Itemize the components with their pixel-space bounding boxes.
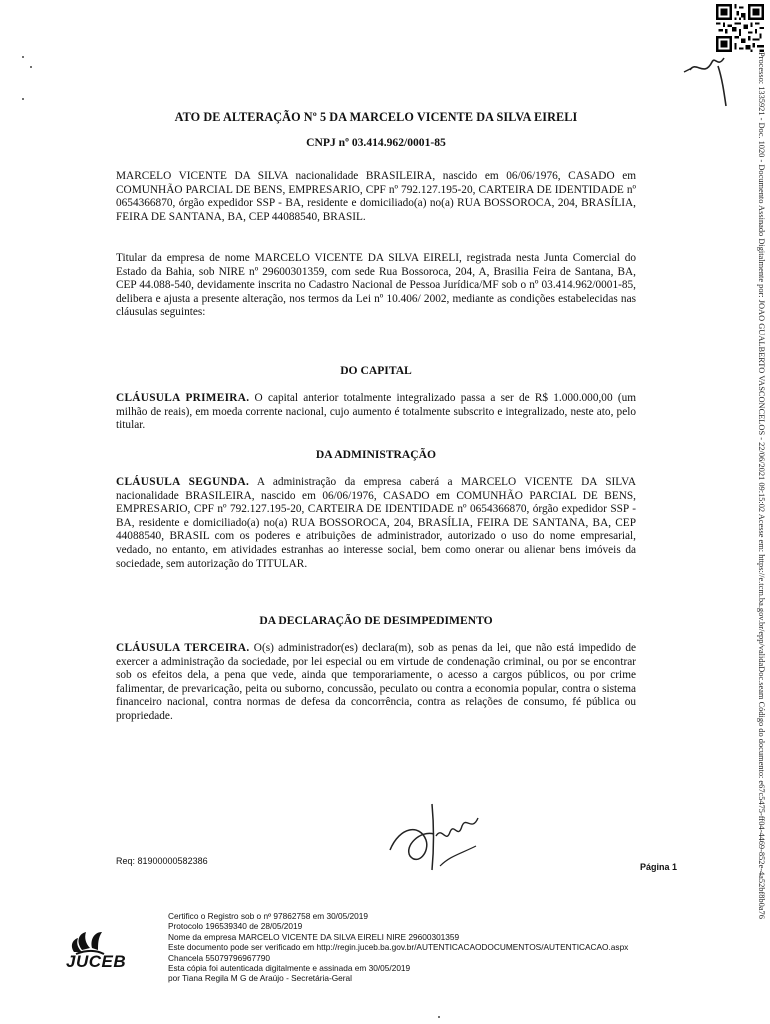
clause-third-text: O(s) administrador(es) declara(m), sob as penas da lei, que não está impedido de exercer a administração da sociedade, por lei especial ou em virtude de condenação criminal, ou por se encontrar sob os efeitos dela, a pena que vede, ainda que temporariamente, o acesso a cargos públicos, ou por crime falimentar, de prevaricação, peita ou suborno, concussão, peculato ou contra a economia popular, contra o sistema financeiro nacional, contra normas de defesa da concorrência, contra as relações de consumo, fé pública ou propriedade. — [116, 642, 637, 722]
auth-line: Este documento pode ser verificado em http://regin.juceb.ba.gov.br/AUTENTICACAODOCUMENTOS/AUTENTICACAO.aspx — [168, 942, 629, 953]
section-heading-declaration: DA DECLARAÇÃO DE DESIMPEDIMENTO — [259, 614, 493, 627]
clause-first-text: O capital anterior totalmente integralizado passa a ser de R$ 1.000.000,00 (um milhão de reais), em moeda corrente nacional, cujo aumento é totalmente subscrito e integralizado, neste ato, pelo titular. — [116, 392, 637, 432]
signature-mark — [380, 796, 490, 876]
initials-mark — [682, 48, 734, 108]
juceb-logo-text: JUCEB — [66, 952, 127, 971]
clause-first — [116, 392, 636, 433]
auth-line: Protocolo 196539340 de 28/05/2019 — [168, 921, 303, 932]
clause-second — [116, 476, 636, 571]
document-cnpj: CNPJ nº 03.414.962/0001-85 — [306, 136, 446, 149]
titular-paragraph: Titular da empresa de nome MARCELO VICENTE DA SILVA EIRELI, registrada nesta Junta Comercial do Estado da Bahia, sob NIRE nº 29600301359, com sede Rua Bossoroca, 204, A, Brasilia Feira de Santana, BA, CEP 44.088-540, devidamente inscrita no Cadastro Nacional de Pessoa Jurídica/MF sob o nº 03.414.962/0001-85, delibera e ajusta a presente alteração, nos termos da Lei nº 10.406/ 2002, mediante as condições estabelecidas nas cláusulas seguintes: — [116, 252, 636, 319]
page-number: Página 1 — [640, 862, 678, 872]
auth-line: por Tiana Regila M G de Araújo - Secretária-Geral — [168, 973, 352, 984]
digital-signature-stamp — [752, 52, 768, 919]
document-title: ATO DE ALTERAÇÃO Nº 5 DA MARCELO VICENTE DA SILVA EIRELI — [174, 110, 578, 124]
clause-first-label: CLÁUSULA PRIMEIRA. — [116, 392, 250, 404]
qr-code-icon — [716, 4, 764, 52]
digital-signature-text: Processo: 1335921 - Doc. 1020 - Documento Assinado Digitalmente por: JOAO GUALBERTO VASCONCELOS - 22/06/2021 09:15:02 Acesse em: https://e.tcm.ba.gov.br/epp/validaDoc.seam Código do documento: e67c5475-ff04-4469-852e-4a52bf8b0a76 — [757, 52, 766, 919]
auth-line: Chancela 55079796967790 — [168, 952, 270, 963]
auth-line: Esta cópia foi autenticada digitalmente e assinada em 30/05/2019 — [168, 963, 411, 974]
clause-third — [116, 642, 636, 724]
clause-second-text: A administração da empresa caberá a MARCELO VICENTE DA SILVA nacionalidade BRASILEIRA, nascido em 06/06/1976, CASADO em COMUNHÃO PARCIAL DE BENS, EMPRESARIO, CPF nº 792.127.195-20, CARTEIRA DE IDENTIDADE nº 0654366870, órgão expedidor SSP - BA, residente e domiciliado(a) no(a) RUA BOSSOROCA, 204, BRASÍLIA, FEIRA DE SANTANA, BA, CEP 44088540, BRASIL com os poderes e atribuições de administrador, autorizado o uso do nome empresarial, vedado, no entanto, em atividades estranhas ao interesse social, bem como onerar ou alienar bens imóveis da sociedade, sem autorização do TITULAR. — [116, 476, 636, 570]
section-heading-administration: DA ADMINISTRAÇÃO — [315, 448, 437, 461]
authentication-block — [168, 911, 758, 984]
scan-speck — [30, 66, 32, 68]
scan-speck — [438, 1016, 440, 1018]
clause-third-label: CLÁUSULA TERCEIRA. — [116, 642, 250, 654]
request-number: Req: 81900000582386 — [116, 856, 208, 866]
auth-line: Certifico o Registro sob o nº 97862758 em 30/05/2019 — [168, 911, 368, 921]
clause-second-label: CLÁUSULA SEGUNDA. — [116, 476, 250, 488]
auth-line: Nome da empresa MARCELO VICENTE DA SILVA EIRELI NIRE 29600301359 — [168, 931, 460, 942]
intro-paragraph: MARCELO VICENTE DA SILVA nacionalidade BRASILEIRA, nascido em 06/06/1976, CASADO em COMUNHÃO PARCIAL DE BENS, EMPRESARIO, CPF nº 792.127.195-20, CARTEIRA DE IDENTIDADE nº 0654366870, órgão expedidor SSP - BA, residente e domiciliado(a) no(a) RUA BOSSOROCA, 204, BRASÍLIA, FEIRA DE SANTANA, BA, CEP 44088540, BRASIL. — [116, 170, 636, 223]
scan-speck — [22, 98, 24, 100]
scan-speck — [22, 56, 24, 58]
section-heading-capital: DO CAPITAL — [340, 364, 412, 377]
